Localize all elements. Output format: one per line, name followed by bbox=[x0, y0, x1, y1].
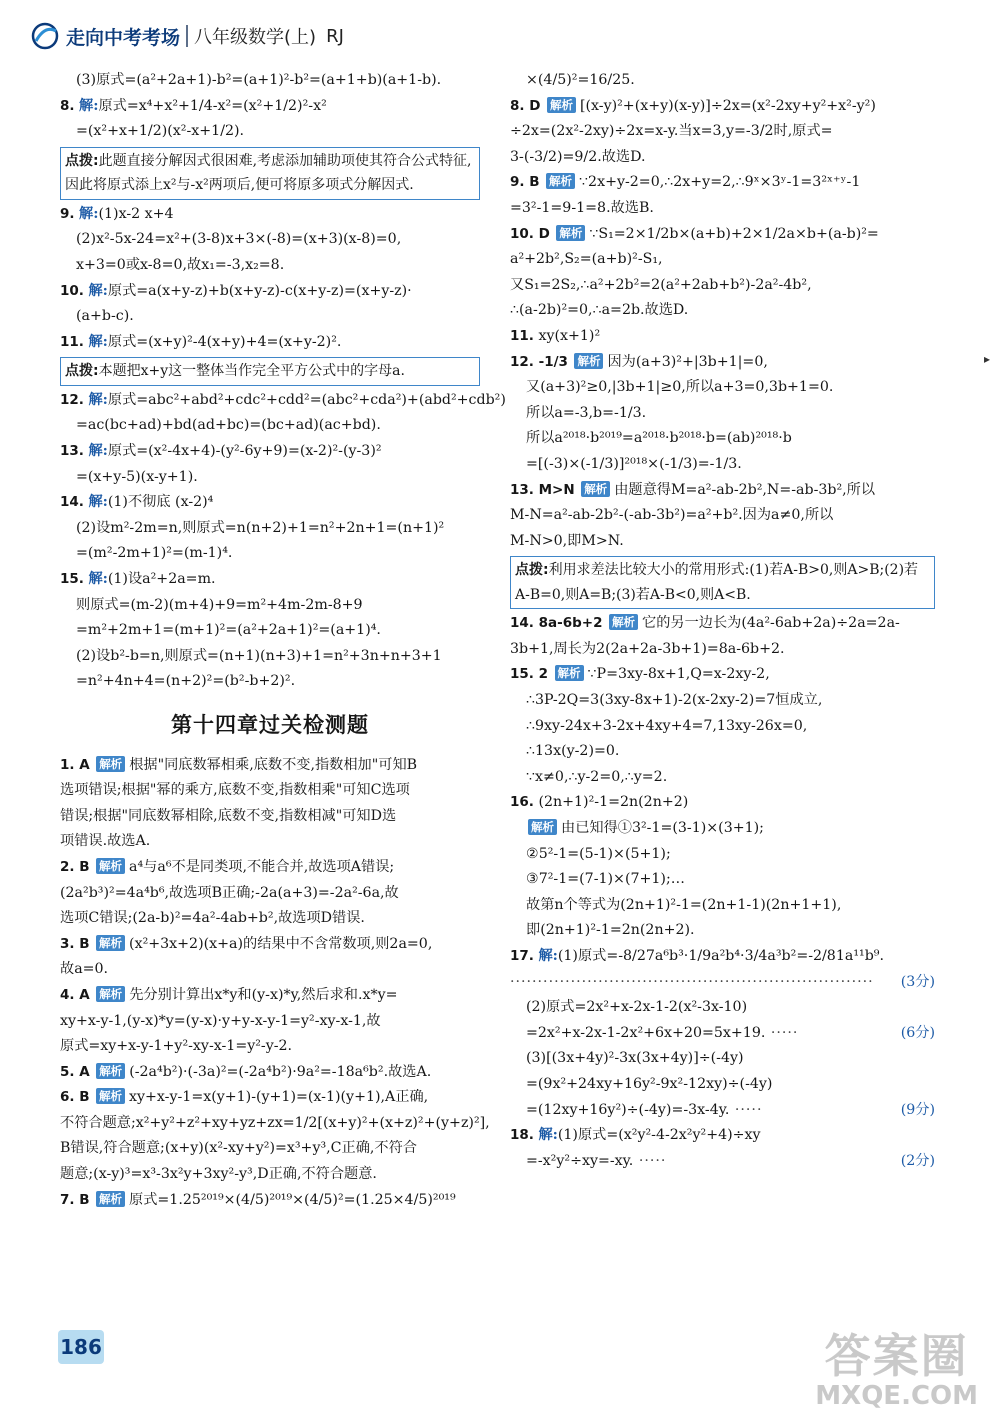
answer-line bbox=[510, 816, 935, 842]
solution-label: 解: bbox=[79, 97, 99, 114]
answer-text: =2x²+x-2x-1-2x²+6x+20=5x+19. bbox=[526, 1024, 766, 1041]
item-number: 5. A bbox=[60, 1063, 90, 1080]
answer-line bbox=[60, 669, 480, 695]
answer-item bbox=[510, 170, 935, 196]
chapter-title: 第十四章过关检测题 bbox=[171, 712, 369, 737]
answer-text: ②5²-1=(5-1)×(5+1); bbox=[526, 845, 671, 862]
analysis-tag: 解析 bbox=[609, 614, 638, 630]
analysis-tag: 解析 bbox=[556, 225, 585, 241]
answer-item bbox=[60, 94, 480, 120]
answer-item bbox=[510, 94, 935, 120]
answer-text: 原式=(x²-4x+4)-(y²-6y+9)=(x-2)²-(y-3)² bbox=[107, 443, 382, 460]
answer-text: (1)x-2 x+4 bbox=[98, 205, 174, 222]
solution-label: 解: bbox=[538, 948, 558, 964]
analysis-tag: 解析 bbox=[96, 1063, 125, 1079]
item-number: 9. B bbox=[510, 174, 540, 191]
answer-item bbox=[60, 202, 480, 228]
grade-label: 八年级数学(上) bbox=[194, 27, 317, 48]
answer-line bbox=[60, 881, 480, 907]
tip-label: 点拨: bbox=[65, 363, 99, 380]
item-number: 11. bbox=[60, 333, 84, 350]
answer-line bbox=[510, 995, 935, 1021]
answer-line bbox=[510, 196, 935, 222]
answer-text: =[(-3)×(-1/3)]²⁰¹⁸×(-1/3)=-1/3. bbox=[526, 455, 742, 472]
answer-line bbox=[60, 1111, 490, 1137]
answer-line bbox=[510, 893, 935, 919]
answer-line bbox=[510, 739, 935, 765]
answer-text: =(m²-2m+1)²=(m-1)⁴. bbox=[76, 545, 233, 562]
answer-text: 故第n个等式为(2n+1)²-1=(2n+1-1)(2n+1+1), bbox=[526, 896, 842, 913]
answer-text: 项错误.故选A. bbox=[60, 833, 151, 850]
tip-text: 本题把x+y这一整体当作完全平方公式中的字母a. bbox=[98, 363, 405, 380]
answer-text: 又(a+3)²≥0,|3b+1|≥0,所以a+3=0,3b+1=0. bbox=[526, 379, 834, 396]
answer-text: xy+x-y-1=x(y+1)-(y+1)=(x-1)(y+1),A正确, bbox=[129, 1089, 429, 1106]
answer-line bbox=[60, 804, 480, 830]
answer-text: ∴9xy-24x+3-2x+4xy+4=7,13xy-26x=0, bbox=[526, 717, 808, 734]
item-number: 13. bbox=[60, 443, 84, 460]
answer-text: (1)原式=-8/27a⁶b³·1/9a²b⁴·3/4a³b²=-2/81a¹¹b⁹. bbox=[557, 948, 884, 964]
answer-text: 又S₁=2S₂,∴a²+2b²=2(a²+2ab+b²)-2a²-4b², bbox=[510, 276, 812, 293]
answer-text: 选项C错误;(2a-b)²=4a²-4ab+b²,故选项D错误. bbox=[60, 910, 365, 927]
answer-line bbox=[60, 1162, 480, 1188]
answer-text: 故a=0. bbox=[60, 961, 109, 978]
analysis-tag: 解析 bbox=[547, 97, 576, 113]
analysis-tag: 解析 bbox=[546, 173, 575, 189]
answer-line bbox=[510, 765, 935, 791]
watermark bbox=[815, 1330, 978, 1410]
analysis-tag: 解析 bbox=[96, 858, 125, 874]
item-number: 7. B bbox=[60, 1191, 90, 1208]
answer-text: ∵x≠0,∴y-2=0,∴y=2. bbox=[526, 768, 668, 785]
right-column bbox=[510, 68, 935, 1174]
answer-item bbox=[60, 932, 480, 958]
item-number: 15. bbox=[60, 571, 84, 587]
answer-text: ∴3P-2Q=3(3xy-8x+1)-2(x-2xy-2)=7恒成立, bbox=[526, 692, 823, 709]
answer-line bbox=[60, 1034, 480, 1060]
item-number: 14. bbox=[60, 494, 84, 511]
answer-text: a⁴与a⁶不是同类项,不能合并,故选项A错误; bbox=[129, 858, 395, 875]
answer-text: (2)设m²-2m=n,则原式=n(n+2)+1=n²+2n+1=(n+1)² bbox=[76, 519, 445, 536]
answer-line bbox=[510, 842, 935, 868]
answer-text: (1)原式=(x²y²-4-2x²y²+4)÷xy bbox=[557, 1127, 761, 1144]
answer-line bbox=[510, 119, 935, 145]
answer-line bbox=[510, 529, 935, 555]
answer-line bbox=[510, 145, 935, 171]
answer-text: 则原式=(m-2)(m+4)+9=m²+4m-2m-8+9 bbox=[76, 596, 363, 613]
answer-text: 所以a²⁰¹⁸·b²⁰¹⁹=a²⁰¹⁸·b²⁰¹⁸·b=(ab)²⁰¹⁸·b bbox=[526, 430, 792, 447]
watermark-text: 答案圈 bbox=[824, 1329, 969, 1383]
analysis-tag: 解析 bbox=[96, 1088, 125, 1104]
answer-text: (2)原式=2x²+x-2x-1-2(x²-3x-10) bbox=[526, 999, 748, 1016]
answer-text: (x²+3x+2)(x+a)的结果中不含常数项,则2a=0, bbox=[129, 935, 433, 952]
item-number: 13. M>N bbox=[510, 481, 575, 498]
analysis-tag: 解析 bbox=[581, 481, 610, 497]
answer-text: ∵2x+y-2=0,∴2x+y=2,∴9ˣ×3ʸ-1=3²ˣ⁺ʸ-1 bbox=[579, 174, 861, 191]
item-number: 8. D bbox=[510, 97, 541, 114]
answer-line bbox=[60, 593, 480, 619]
score-line bbox=[510, 970, 935, 996]
solution-label: 解: bbox=[538, 1127, 558, 1144]
answer-line bbox=[60, 465, 480, 491]
answer-line bbox=[510, 1021, 935, 1047]
left-column bbox=[60, 68, 506, 1213]
item-number: 15. 2 bbox=[510, 666, 549, 683]
analysis-tag: 解析 bbox=[96, 1191, 125, 1207]
answer-text: 先分别计算出x*y和(y-x)*y,然后求和.x*y= bbox=[129, 986, 398, 1003]
item-number: 10. D bbox=[510, 225, 550, 242]
answer-text: 所以a=-3,b=-1/3. bbox=[526, 404, 647, 421]
answer-text: (2)x²-5x-24=x²+(3-8)x+3×(-8)=(x+3)(x-8)=0, bbox=[76, 231, 402, 248]
answer-line bbox=[60, 541, 480, 567]
answer-item bbox=[60, 753, 480, 779]
answer-line bbox=[510, 867, 935, 893]
answer-text: =ac(bc+ad)+bd(ad+bc)=(bc+ad)(ac+bd). bbox=[76, 417, 381, 434]
answer-line bbox=[510, 426, 935, 452]
answer-text: 原式=abc²+abd²+cdc²+cdd²=(abc²+cda²)+(abd²+cdb²) bbox=[107, 391, 506, 408]
analysis-tag: 解析 bbox=[96, 756, 125, 772]
analysis-tag: 解析 bbox=[96, 935, 125, 951]
answer-line bbox=[60, 119, 480, 145]
answer-text: =(12xy+16y²)÷(-4y)=-3x-4y. bbox=[526, 1101, 730, 1118]
dotted-leader: ·································································· bbox=[510, 973, 874, 990]
header-divider bbox=[186, 25, 188, 47]
score-label: (6分) bbox=[900, 1024, 935, 1041]
answer-text: ∴(a-2b)²=0,∴a=2b.故选D. bbox=[510, 302, 689, 319]
answer-text: [(x-y)²+(x+y)(x-y)]÷2x=(x²-2xy+y²+x²-y²) bbox=[579, 97, 876, 114]
answer-line bbox=[510, 714, 935, 740]
answer-line bbox=[510, 452, 935, 478]
tip-box bbox=[510, 556, 935, 609]
item-number: 8. bbox=[60, 97, 75, 114]
answer-line bbox=[510, 401, 935, 427]
analysis-tag: 解析 bbox=[574, 353, 603, 369]
answer-line bbox=[60, 618, 480, 644]
answer-text: M-N=a²-ab-2b²-(-ab-3b²)=a²+b².因为a≠0,所以 bbox=[510, 507, 834, 524]
answer-text: =m²+2m+1=(m+1)²=(a²+2a+1)²=(a+1)⁴. bbox=[76, 622, 381, 639]
answer-text: a²+2b²,S₂=(a+b)²-S₁, bbox=[510, 251, 663, 268]
item-number: 18. bbox=[510, 1127, 534, 1144]
answer-line bbox=[510, 298, 935, 324]
answer-item bbox=[510, 790, 935, 816]
answer-item bbox=[60, 567, 480, 593]
answer-line bbox=[510, 247, 935, 273]
solution-label: 解: bbox=[88, 391, 108, 408]
answer-line bbox=[510, 273, 935, 299]
item-number: 10. bbox=[60, 282, 84, 299]
answer-text: ×(4/5)²=16/25. bbox=[526, 72, 635, 88]
answer-text: 原式=x⁴+x²+1/4-x²=(x²+1/2)²-x² bbox=[98, 97, 327, 114]
solution-label: 解: bbox=[88, 443, 108, 460]
answer-text: 它的另一边长为(4a²-6ab+2a)÷2a=2a- bbox=[642, 615, 900, 632]
answer-line bbox=[60, 68, 480, 94]
answer-item bbox=[510, 324, 935, 350]
answer-text: ∴13x(y-2)=0. bbox=[526, 743, 620, 760]
answer-line bbox=[60, 1136, 480, 1162]
item-number: 14. 8a-6b+2 bbox=[510, 615, 603, 632]
answer-text: 根据"同底数幂相乘,底数不变,指数相加"可知B bbox=[129, 756, 418, 773]
answer-item bbox=[60, 439, 480, 465]
answer-text: (2a²b³)²=4a⁴b⁶,故选项B正确;-2a(a+3)=-2a²-6a,故 bbox=[60, 884, 399, 901]
answer-item bbox=[60, 490, 480, 516]
answer-text: 原式=xy+x-y-1+y²-xy-x-1=y²-y-2. bbox=[60, 1038, 293, 1055]
answer-line bbox=[510, 637, 935, 663]
answer-item bbox=[510, 611, 935, 637]
answer-text: 选项错误;根据"幂的乘方,底数不变,指数相乘"可知C选项 bbox=[60, 782, 410, 799]
answer-text: ÷2x=(2x²-2xy)÷2x=x-y.当x=3,y=-3/2时,原式= bbox=[510, 123, 833, 140]
answer-line bbox=[60, 253, 480, 279]
answer-item bbox=[510, 478, 935, 504]
answer-text: =-x²y²÷xy=-xy. bbox=[526, 1152, 634, 1169]
answer-line bbox=[60, 906, 480, 932]
item-number: 17. bbox=[510, 948, 534, 964]
score-label: (2分) bbox=[900, 1152, 935, 1169]
answer-item bbox=[510, 222, 935, 248]
page-number: 186 bbox=[58, 1330, 104, 1364]
analysis-tag: 解析 bbox=[555, 665, 584, 681]
answer-item bbox=[60, 983, 480, 1009]
answer-line bbox=[60, 413, 480, 439]
answer-text: ③7²-1=(7-1)×(7+1);… bbox=[526, 871, 685, 888]
answer-item bbox=[60, 1085, 480, 1111]
answer-line bbox=[510, 1098, 935, 1124]
answer-item bbox=[510, 944, 935, 970]
answer-line bbox=[510, 1149, 935, 1175]
tip-text: 此题直接分解因式很困难,考虑添加辅助项使其符合公式特征,因此将原式添上x²与-x²两项后,便可将原多项式分解因式. bbox=[65, 152, 472, 194]
answer-text: =(x²+x+1/2)(x²-x+1/2). bbox=[76, 123, 245, 140]
answer-text: xy(x+1)² bbox=[538, 327, 601, 344]
tip-box bbox=[60, 147, 480, 200]
answer-item bbox=[60, 855, 480, 881]
answer-line bbox=[510, 503, 935, 529]
page-header bbox=[30, 10, 970, 62]
answer-text: (-2a⁴b²)·(-3a)²=(-2a⁴b²)·9a²=-18a⁶b².故选A. bbox=[129, 1063, 432, 1080]
answer-line bbox=[510, 1072, 935, 1098]
answer-line bbox=[60, 957, 480, 983]
answer-text: =n²+4n+4=(n+2)²=(b²-b+2)². bbox=[76, 673, 296, 690]
item-number: 2. B bbox=[60, 858, 90, 875]
answer-text: (1)设a²+2a=m. bbox=[107, 571, 216, 587]
answer-line bbox=[510, 375, 935, 401]
answer-line bbox=[510, 1046, 935, 1072]
answer-text: B错误,符合题意;(x+y)(x²-xy+y²)=x³+y³,C正确,不符合 bbox=[60, 1140, 417, 1157]
answer-line bbox=[510, 918, 935, 944]
answer-item bbox=[60, 1060, 480, 1086]
answer-item bbox=[510, 350, 935, 376]
tip-label: 点拨: bbox=[515, 562, 549, 579]
answer-text: 原式=1.25²⁰¹⁹×(4/5)²⁰¹⁹×(4/5)²=(1.25×4/5)²⁰¹⁹ bbox=[129, 1191, 456, 1208]
answer-text: (2n+1)²-1=2n(2n+2) bbox=[538, 794, 689, 811]
tip-box bbox=[60, 357, 480, 386]
solution-label: 解: bbox=[88, 282, 108, 299]
dotted-leader: ····· bbox=[765, 1024, 799, 1041]
solution-label: 解: bbox=[88, 494, 108, 511]
answer-text: (a+b-c). bbox=[76, 308, 134, 325]
brand-title: 走向中考考场 bbox=[66, 26, 181, 49]
score-label: (9分) bbox=[900, 1101, 935, 1118]
answer-text: (3)[(3x+4y)²-3x(3x+4y)]÷(-4y) bbox=[526, 1050, 744, 1067]
answer-line bbox=[510, 688, 935, 714]
answer-line bbox=[60, 778, 480, 804]
answer-text: 由已知得①3²-1=(3-1)×(3+1); bbox=[561, 820, 764, 837]
answer-text: 不符合题意;x²+y²+z²+xy+yz+zx=1/2[(x+y)²+(x+z)²+(y+z)²], bbox=[60, 1114, 490, 1131]
answer-text: ∵S₁=2×1/2b×(a+b)+2×1/2a×b+(a-b)²= bbox=[589, 225, 879, 242]
solution-label: 解: bbox=[88, 571, 108, 587]
tip-label: 点拨: bbox=[65, 152, 99, 169]
solution-label: 解: bbox=[88, 333, 108, 350]
item-number: 1. A bbox=[60, 756, 90, 773]
answer-text: x+3=0或x-8=0,故x₁=-3,x₂=8. bbox=[76, 256, 285, 273]
answer-text: 错误;根据"同底数幂相除,底数不变,指数相减"可知D选 bbox=[60, 807, 397, 824]
answer-text: 3-(-3/2)=9/2.故选D. bbox=[510, 148, 646, 165]
answer-item bbox=[60, 330, 480, 356]
watermark-url: MXQE.COM bbox=[815, 1381, 978, 1411]
answer-text: =(x+y-5)(x-y+1). bbox=[76, 468, 198, 485]
answer-text: =(9x²+24xy+16y²-9x²-12xy)÷(-4y) bbox=[526, 1075, 773, 1092]
item-number: 12. -1/3 bbox=[510, 353, 568, 370]
answer-text: 原式=(x+y)²-4(x+y)+4=(x+y-2)². bbox=[107, 333, 342, 350]
answer-text: 由题意得M=a²-ab-2b²,N=-ab-3b²,所以 bbox=[614, 481, 876, 498]
item-number: 3. B bbox=[60, 935, 90, 952]
edition-label: RJ bbox=[326, 25, 344, 47]
answer-text: 3b+1,周长为2(2a+2a-3b+1)=8a-6b+2. bbox=[510, 640, 785, 657]
answer-text: 因为(a+3)²+|3b+1|=0, bbox=[607, 353, 768, 370]
item-number: 4. A bbox=[60, 986, 90, 1003]
answer-line bbox=[510, 68, 935, 94]
item-number: 12. bbox=[60, 391, 84, 408]
score-label: (3分) bbox=[900, 973, 935, 990]
item-number: 16. bbox=[510, 794, 534, 811]
answer-item bbox=[60, 279, 480, 305]
answer-text: 即(2n+1)²-1=2n(2n+2). bbox=[526, 922, 695, 939]
item-number: 6. B bbox=[60, 1089, 90, 1106]
margin-arrow-icon: ▸ bbox=[983, 352, 990, 366]
answer-text: =3²-1=9-1=8.故选B. bbox=[510, 199, 654, 216]
answer-line bbox=[60, 644, 480, 670]
analysis-tag: 解析 bbox=[528, 819, 557, 835]
answer-line bbox=[60, 829, 480, 855]
answer-item bbox=[60, 388, 506, 414]
dotted-leader: ····· bbox=[633, 1152, 667, 1169]
answer-text: xy+x-y-1,(y-x)*y=(y-x)·y+y-x-y-1=y²-xy-x-1,故 bbox=[60, 1012, 381, 1029]
dotted-leader: ····· bbox=[729, 1101, 763, 1118]
analysis-tag: 解析 bbox=[96, 986, 125, 1002]
answer-text: (2)设b²-b=n,则原式=(n+1)(n+3)+1=n²+3n+n+3+1 bbox=[76, 647, 442, 664]
answer-text: (3)原式=(a²+2a+1)-b²=(a+1)²-b²=(a+1+b)(a+1-b). bbox=[76, 72, 442, 88]
item-number: 11. bbox=[510, 327, 534, 344]
answer-text: 题意;(x-y)³=x³-3x²y+3xy²-y³,D正确,不符合题意. bbox=[60, 1166, 377, 1183]
answer-text: (1)不彻底 (x-2)⁴ bbox=[107, 494, 214, 511]
tip-text: 利用求差法比较大小的常用形式:(1)若A-B>0,则A>B;(2)若A-B=0,则A=B;(3)若A-B<0,则A<B. bbox=[515, 562, 919, 603]
answer-item bbox=[60, 1188, 480, 1214]
item-number: 9. bbox=[60, 205, 75, 222]
solution-label: 解: bbox=[79, 205, 99, 222]
answer-line bbox=[60, 304, 480, 330]
answer-line bbox=[60, 1009, 480, 1035]
answer-text: 原式=a(x+y-z)+b(x+y-z)-c(x+y-z)=(x+y-z)· bbox=[107, 282, 412, 299]
answer-text: M-N>0,即M>N. bbox=[510, 532, 624, 549]
answer-item bbox=[510, 662, 935, 688]
answer-line bbox=[60, 516, 480, 542]
answer-item bbox=[510, 1123, 935, 1149]
answer-text: ∵P=3xy-8x+1,Q=x-2xy-2, bbox=[587, 666, 770, 683]
answer-line bbox=[60, 227, 480, 253]
logo-icon bbox=[30, 21, 60, 51]
